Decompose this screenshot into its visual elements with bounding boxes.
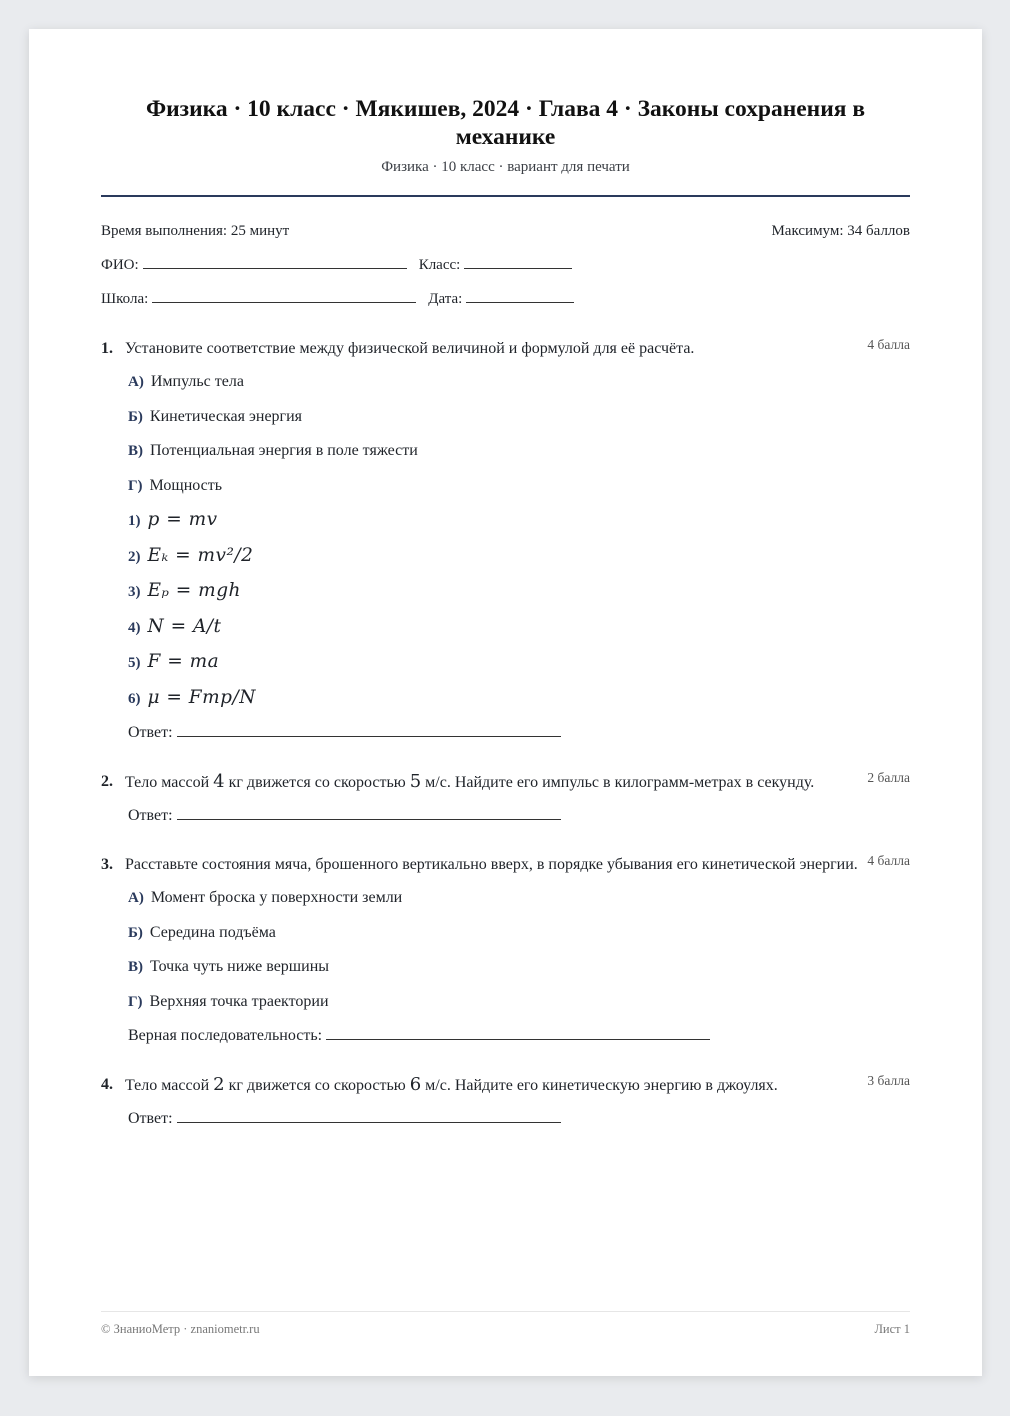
- formula-key: 2): [128, 548, 141, 565]
- fio-label: ФИО:: [101, 257, 139, 273]
- page-footer: [101, 1311, 910, 1337]
- question-number: 3.: [101, 856, 113, 873]
- answer-field[interactable]: [177, 722, 561, 737]
- formula-key: 3): [128, 584, 141, 600]
- formula-1: [128, 506, 910, 536]
- answer-row: [128, 802, 910, 829]
- speed-value: 5: [409, 771, 422, 792]
- option-a: [128, 368, 910, 397]
- mass-value: 4: [213, 771, 225, 792]
- option-text: Потенциальная энергия в поле тяжести: [150, 442, 418, 459]
- option-key: Г): [128, 477, 143, 494]
- formula-4: [128, 613, 910, 643]
- formula-key: 5): [128, 655, 141, 671]
- option-key: А): [128, 890, 144, 906]
- date-label: Дата:: [428, 291, 463, 307]
- answer-label: Ответ:: [128, 1110, 173, 1127]
- formula-text: Eₚ = mgh: [147, 580, 241, 601]
- footer-copyright: © ЗнаниоМетр · znaniometr.ru: [101, 1322, 260, 1336]
- formula-6: [128, 684, 910, 714]
- formula-text: N = A/t: [147, 615, 222, 637]
- fio-field[interactable]: [143, 254, 407, 269]
- formula-2: [128, 542, 910, 572]
- answer-row: [128, 719, 910, 746]
- answer-label: Ответ:: [128, 724, 173, 741]
- meta-row: [101, 221, 910, 241]
- formula-3: [128, 577, 910, 607]
- option-g: [128, 472, 910, 501]
- question-text: Установите соответствие между физической величиной и формулой для её расчёта.: [125, 340, 695, 357]
- option-key: В): [128, 443, 143, 459]
- answer-field[interactable]: [326, 1025, 710, 1040]
- speed-value: 6: [409, 1074, 422, 1095]
- formula-5: [128, 648, 910, 678]
- question-points: 2 балла: [867, 770, 910, 785]
- formula-key: 1): [128, 513, 141, 529]
- option-key: Б): [128, 924, 143, 941]
- answer-row: [128, 1022, 910, 1049]
- name-class-row: [101, 254, 910, 275]
- option-b: [128, 919, 910, 948]
- question-points: 4 балла: [867, 337, 910, 352]
- question-text: Тело массой 2 кг движется со скоростью 6 м/с. Найдите его кинетическую энергию в джоулях.: [125, 1074, 778, 1095]
- question-points: 3 балла: [867, 1073, 910, 1088]
- footer-sheet-number: Лист 1: [874, 1322, 910, 1336]
- school-date-row: [101, 288, 910, 309]
- option-key: А): [128, 374, 144, 390]
- mass-value: 2: [213, 1074, 225, 1095]
- question-text: Тело массой 4 кг движется со скоростью 5 м/с. Найдите его импульс в килограмм-метрах в секунду.: [125, 771, 815, 792]
- option-key: Г): [128, 993, 143, 1010]
- question-text: Расставьте состояния мяча, брошенного вертикально вверх, в порядке убывания его кинетической энергии.: [125, 856, 858, 873]
- option-text: Импульс тела: [150, 373, 244, 390]
- option-text: Верхняя точка траектории: [149, 992, 329, 1010]
- answer-field[interactable]: [177, 1108, 561, 1123]
- question-number: 4.: [101, 1076, 113, 1093]
- option-v: [128, 437, 910, 466]
- answer-label: Верная последовательность:: [128, 1027, 323, 1044]
- option-text: Середина подъёма: [149, 923, 276, 941]
- formula-key: 6): [128, 690, 141, 707]
- formula-text: Eₖ = mv²/2: [147, 544, 254, 566]
- option-a: [128, 884, 910, 913]
- time-limit: Время выполнения: 25 минут: [101, 223, 290, 239]
- option-v: [128, 953, 910, 982]
- formula-text: p = mv: [147, 509, 218, 530]
- option-key: В): [128, 959, 143, 975]
- question-number: 2.: [101, 773, 113, 790]
- school-field[interactable]: [152, 288, 416, 303]
- formula-text: F = ma: [147, 651, 220, 672]
- question-number: 1.: [101, 340, 113, 357]
- question-points: 4 балла: [867, 853, 910, 868]
- class-label: Класс:: [418, 257, 461, 273]
- class-field[interactable]: [464, 254, 572, 269]
- max-score: Максимум: 34 баллов: [771, 223, 910, 239]
- option-b: [128, 403, 910, 432]
- question-1: [101, 335, 910, 746]
- option-text: Момент броска у поверхности земли: [150, 889, 403, 906]
- school-label: Школа:: [101, 291, 149, 307]
- question-4: [101, 1071, 910, 1132]
- question-3: [101, 851, 910, 1049]
- page-subtitle: Физика · 10 класс · вариант для печати: [381, 159, 630, 175]
- option-text: Кинетическая энергия: [149, 407, 303, 425]
- option-g: [128, 988, 910, 1017]
- formula-text: μ = Fтр/N: [147, 686, 256, 708]
- answer-label: Ответ:: [128, 807, 173, 824]
- answer-row: [128, 1105, 910, 1132]
- worksheet-page: [29, 29, 982, 1376]
- option-text: Точка чуть ниже вершины: [150, 958, 329, 975]
- page-content: [101, 29, 910, 1132]
- option-key: Б): [128, 408, 143, 425]
- date-field[interactable]: [466, 288, 574, 303]
- formula-key: 4): [128, 619, 141, 636]
- question-2: [101, 768, 910, 829]
- page-title: Физика · 10 класс · Мякишев, 2024 · Глава 4 · Законы сохранения в механике: [145, 96, 866, 150]
- answer-field[interactable]: [177, 805, 561, 820]
- option-text: Мощность: [149, 476, 223, 494]
- header-rule: [101, 195, 910, 197]
